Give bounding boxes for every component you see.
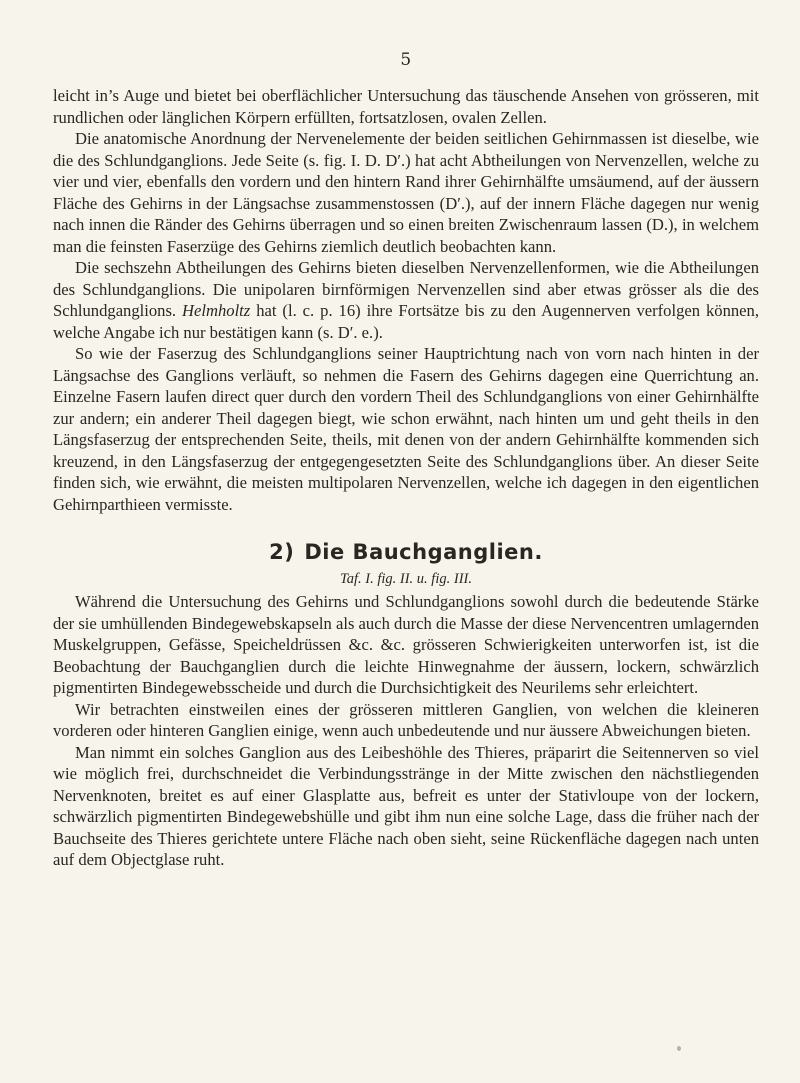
body-text <box>53 85 759 871</box>
book-page <box>53 40 759 1060</box>
section-title: Die Bauchganglien. <box>304 540 543 564</box>
paragraph: Man nimmt ein solches Ganglion aus des Leibeshöhle des Thieres, präparirt die Seitennerven so viel wie möglich frei, durchschneidet die Verbindungsstränge in der Mitte zwischen den nächstliegenden Nervenknoten, breitet es auf einer Glasplatte aus, befreit es unter der Stativloupe von der lockern, schwärzlich pigmentirten Bindegewebshülle und gibt ihm nun eine solche Lage, dass die früher nach der Bauchseite des Thieres gerichtete untere Fläche nach oben sieht, seine Rückenfläche dagegen nach unten auf dem Objectglase ruht. <box>53 742 759 869</box>
paragraph: Die anatomische Anordnung der Nervenelemente der beiden seitlichen Gehirnmassen ist dieselbe, wie die des Schlundganglions. Jede Seite (s. fig. I. D. D′.) hat acht Abtheilungen von Nervenzellen, welche zu vier und vier, ebenfalls den vordern und den hintern Rand ihrer Gehirnhälfte umsäumend, auf der äussern Fläche des Gehirns in der Längsachse zusammenstossen (D′.), auf der innern Fläche dagegen nur wenig nach innen die Ränder des Gehirns überragen und so einen breiten Zwischenraum lassen (D.), in welchem man die feinsten Faserzüge des Gehirns ziemlich deutlich beobachten kann. <box>53 129 759 256</box>
author-name-italic: Helmholtz <box>182 301 251 320</box>
paragraph: So wie der Faserzug des Schlundganglions seiner Hauptrichtung nach von vorn nach hinten in der Längsachse des Ganglions verläuft, so nehmen die Fasern des Gehirns dagegen eine Querrichtung an. Einzelne Fasern laufen direct quer durch den vordern Theil des Schlundganglions von einer Gehirnhälfte zur andern; ein anderer Theil dagegen biegt, wie schon erwähnt, nach hinten um und geht theils in den Längsfaserzug der entsprechenden Seite, theils, mit denen von der andern Gehirnhälfte kommenden sich kreuzend, in den Längsfaserzug der entgegengesetzten Seite des Schlundganglions über. An dieser Seite finden sich, wie erwähnt, die meisten multipolaren Nervenzellen, welche ich dagegen in den eigentlichen Gehirnparthieen vermisste. <box>53 344 759 514</box>
paragraph: Während die Untersuchung des Gehirns und Schlundganglions sowohl durch die bedeutende Stärke der sie umhüllenden Bindegewebskapseln als auch durch die Masse der diese Nervencentren umlagernden Muskelgruppen, Gefässe, Speicheldrüssen &c. &c. grösseren Schwierigkeiten unterworfen ist, ist die Beobachtung der Bauchganglien durch die leichte Hinwegnahme der äussern, lockern, schwärzlich pigmentirten Bindegewebsscheide und durch die Durchsichtigkeit des Neurilems sehr erleichtert. <box>53 592 759 697</box>
paragraph: Wir betrachten einstweilen eines der grösseren mittleren Ganglien, von welchen die kleineren vorderen oder hinteren Ganglien einige, wenn auch unbedeutende und nur äussere Abweichungen bieten. <box>53 699 759 740</box>
section-number: 2) <box>269 540 295 564</box>
paper-speck <box>677 1046 681 1051</box>
paragraph-text: Die sechszehn Abtheilungen des Gehirns bieten dieselben Nervenzellenformen, wie die Abtheilungen des Schlundganglions. Die unipolaren birnförmigen Nervenzellen sind aber etwas grösser als die des Schlundganglions. <box>53 258 759 320</box>
page-number: 5 <box>400 50 412 70</box>
paragraph <box>53 257 759 343</box>
paragraph: leicht in’s Auge und bietet bei oberflächlicher Untersuchung das täuschende Ansehen von grösseren, mit rundlichen oder länglichen Körpern erfüllten, fortsatzlosen, ovalen Zellen. <box>53 86 759 127</box>
plate-reference: Taf. I. fig. II. u. fig. III. <box>340 571 472 587</box>
section-heading <box>53 539 759 565</box>
paragraph-text: hat (l. c. p. 16) ihre Fortsätze bis zu den Augennerven verfolgen können, welche Angabe ich nur bestätigen kann (s. D′. e.). <box>53 301 759 342</box>
